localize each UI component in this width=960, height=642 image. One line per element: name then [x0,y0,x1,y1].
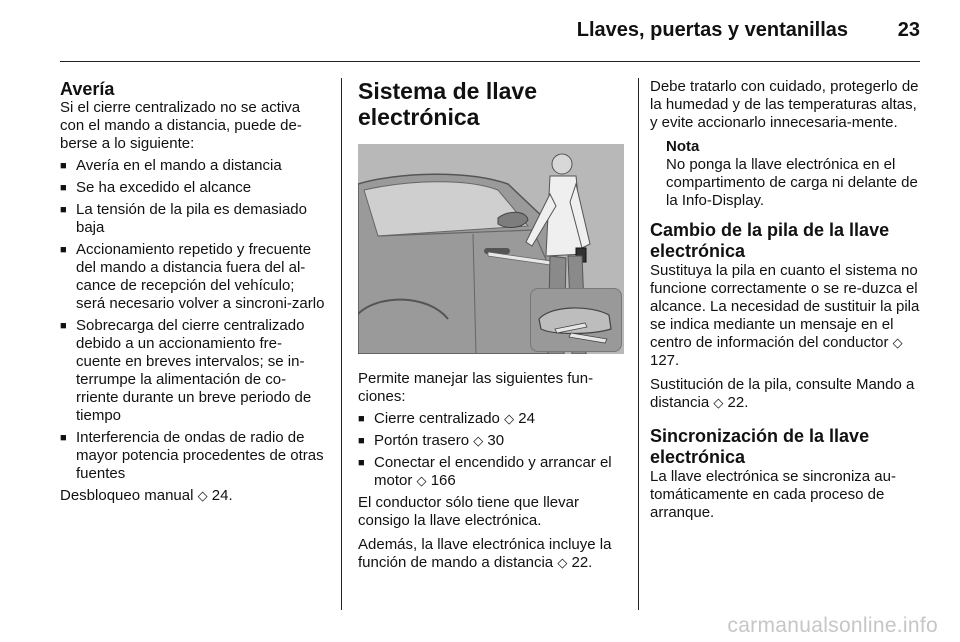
list-item: ■ Sobrecarga del cierre centralizado debido a un accionamiento fre-cuente en breves intervalos; se in-terrumpe la alimentación de co-rriente durante un breve periodo de tiempo [60,317,326,425]
manual-unlock-text: Desbloqueo manual ◇ 24. [60,487,233,504]
list-item: ■ Interferencia de ondas de radio de mayor potencia procedentes de otras fuentes [60,429,326,483]
watermark: carmanualsonline.info [727,614,938,637]
page-reference[interactable]: 166 [430,472,456,489]
page-reference[interactable]: 22. [571,554,593,571]
paragraph: Además, la llave electrónica incluye la función de mando a distancia ◇ 22. [358,536,612,571]
cross-reference-icon: ◇ [713,395,724,410]
battery-paragraph-2: Sustitución de la pila, consulte Mando a distancia ◇ 22. [650,376,915,411]
battery-paragraph: Sustituya la pila en cuanto el sistema no funcione correctamente o se re-duzca el alcance. La necesidad de sustituir la pila se indica mediante un mensaje en el centro de información del conductor ◇ 127. [650,262,920,369]
list-item: ■ Se ha excedido el alcance [60,179,326,197]
list-item: ■ Avería en el mando a distancia [60,157,326,175]
cross-reference-icon: ◇ [197,488,208,503]
column-left [60,78,326,505]
cross-reference-icon: ◇ [892,335,903,350]
fault-intro: Si el cierre centralizado no se activa con el mando a distancia, puede de-berse a lo siguiente: [60,99,302,152]
page-reference[interactable]: 30 [487,432,505,449]
list-item: ■ Conectar el encendido y arrancar el motor ◇ 166 [358,454,624,490]
list-item: ■ Accionamiento repetido y frecuente del mando a distancia fuera del al-cance de recepción del vehículo; será necesario volver a sincroni-zarlo [60,241,326,313]
door-handle-icon [531,289,621,351]
column-divider [341,78,342,610]
page-header [60,0,920,62]
note-label: Nota [666,138,700,155]
column-right [650,78,922,522]
fault-list [60,157,326,483]
electronic-key-heading: Sistema de llave electrónica [358,78,537,130]
page-reference[interactable]: 24. [211,487,233,504]
list-item: ■ La tensión de la pila es demasiado baja [60,201,326,237]
note-text: No ponga la llave electrónica en el compartimento de carga ni delante de la Info-Display. [666,156,918,209]
cross-reference-icon: ◇ [416,473,427,488]
care-paragraph: Debe tratarlo con cuidado, protegerlo de la humedad y de las temperaturas altas, y evite accionarlo innecesaria-mente. [650,78,919,131]
list-item: ■ Cierre centralizado ◇ 24 [358,410,624,428]
cross-reference-icon: ◇ [557,555,568,570]
illustration-electronic-key [358,144,624,354]
page-reference[interactable]: 127. [650,352,680,369]
page-reference[interactable]: 22. [727,394,749,411]
electronic-key-intro: Permite manejar las siguientes fun-ciones: [358,370,594,405]
list-item: ■ Portón trasero ◇ 30 [358,432,624,450]
note-box [666,138,922,210]
inset-door-handle-detail [530,288,622,352]
paragraph: El conductor sólo tiene que llevar consigo la llave electrónica. [358,494,579,529]
sync-paragraph: La llave electrónica se sincroniza au-tomáticamente en cada proceso de arranque. [650,468,896,521]
page-reference[interactable]: 24 [518,410,535,427]
page-number: 23 [897,19,920,41]
column-divider [638,78,639,610]
fault-heading: Avería [60,79,115,99]
battery-heading: Cambio de la pila de la llave electrónica [650,220,890,261]
sync-heading: Sincronización de la llave electrónica [650,426,870,467]
section-title: Llaves, puertas y ventanillas [576,19,848,41]
column-middle [358,78,624,572]
cross-reference-icon: ◇ [504,411,515,426]
function-list [358,410,624,490]
cross-reference-icon: ◇ [473,433,484,448]
